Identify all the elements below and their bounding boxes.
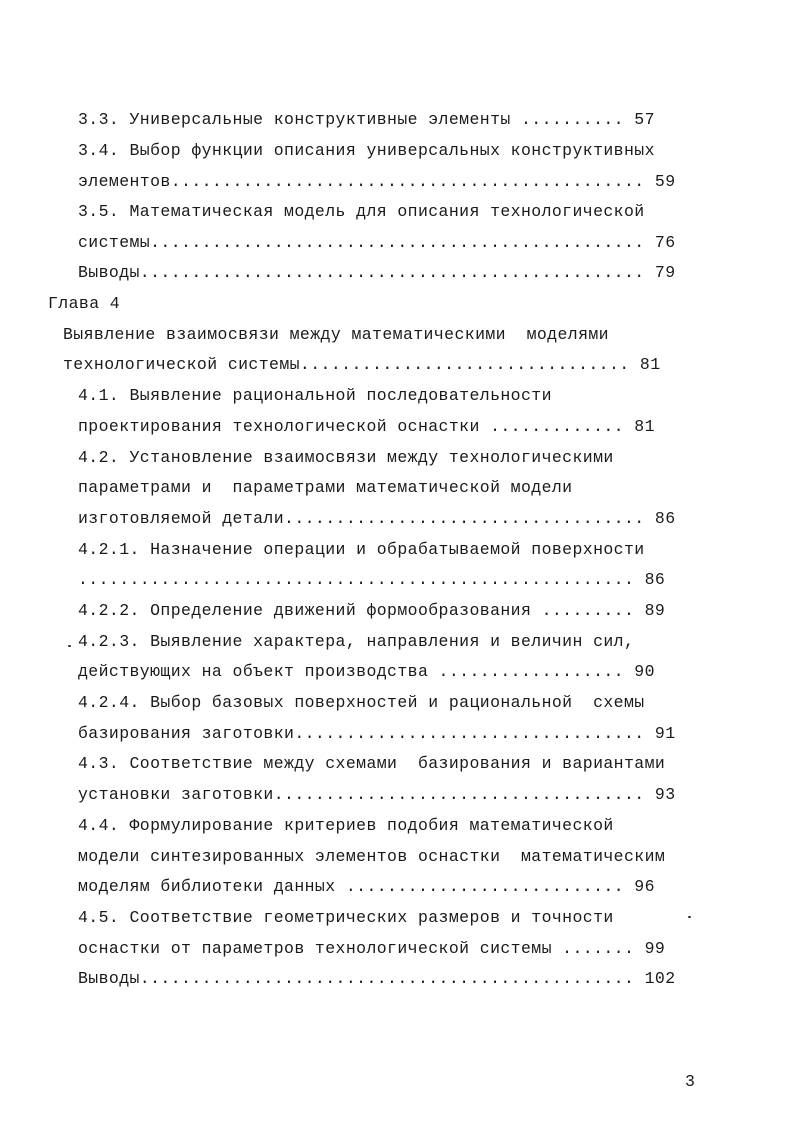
toc-line-4-2-cont1: параметрами и параметрами математической модели <box>78 478 573 497</box>
toc-line-conclusions-3: Выводы................................................. 79 <box>78 263 676 282</box>
toc-line-4-2: 4.2. Установление взаимосвязи между технологическими <box>78 448 614 467</box>
toc-line-4-2-3-cont: действующих на объект производства .................. 90 <box>78 662 655 681</box>
toc-line-conclusions-4: Выводы................................................ 102 <box>78 969 676 988</box>
toc-line-chapter-4-title: Выявление взаимосвязи между математическими моделями <box>63 325 609 344</box>
toc-line-4-3: 4.3. Соответствие между схемами базирования и вариантами <box>78 754 666 773</box>
toc-line-chapter-4: Глава 4 <box>48 294 121 313</box>
toc-line-4-2-4-cont: базирования заготовки.................................. 91 <box>78 724 676 743</box>
toc-line-3-4: 3.4. Выбор функции описания универсальных конструктивных <box>78 141 655 160</box>
toc-line-4-5-cont: оснастки от параметров технологической системы ....... 99 <box>78 939 666 958</box>
toc-line-4-2-4: 4.2.4. Выбор базовых поверхностей и рациональной схемы <box>78 693 645 712</box>
toc-line-3-3: 3.3. Универсальные конструктивные элементы .......... 57 <box>78 110 655 129</box>
toc-line-4-4: 4.4. Формулирование критериев подобия математической <box>78 816 614 835</box>
toc-line-chapter-4-title-cont: технологической системы................................ 81 <box>63 355 661 374</box>
toc-line-4-2-cont2: изготовляемой детали................................... 86 <box>78 509 676 528</box>
toc-line-4-2-1: 4.2.1. Назначение операции и обрабатываемой поверхности <box>78 540 645 559</box>
toc-line-3-5: 3.5. Математическая модель для описания технологической <box>78 202 645 221</box>
toc-line-4-5: 4.5. Соответствие геометрических размеров и точности <box>78 908 614 927</box>
toc-line-3-5-cont: системы................................................ 76 <box>78 233 676 252</box>
toc-line-4-4-cont2: моделям библиотеки данных ........................... 96 <box>78 877 655 896</box>
scan-speck <box>68 645 71 647</box>
toc-line-3-4-cont: элементов.............................................. 59 <box>78 172 676 191</box>
toc-line-4-1: 4.1. Выявление рациональной последовательности <box>78 386 552 405</box>
toc-line-4-1-cont: проектирования технологической оснастки ............. 81 <box>78 417 655 436</box>
toc-line-4-2-2: 4.2.2. Определение движений формообразования ......... 89 <box>78 601 666 620</box>
toc-line-4-4-cont1: модели синтезированных элементов оснастки математическим <box>78 847 666 866</box>
scan-speck <box>688 916 691 918</box>
toc-line-4-3-cont: установки заготовки.................................... 93 <box>78 785 676 804</box>
toc-line-4-2-1-cont: ...................................................... 86 <box>78 570 666 589</box>
page-number: 3 <box>685 1072 695 1091</box>
toc-line-4-2-3: 4.2.3. Выявление характера, направления и величин сил, <box>78 632 635 651</box>
